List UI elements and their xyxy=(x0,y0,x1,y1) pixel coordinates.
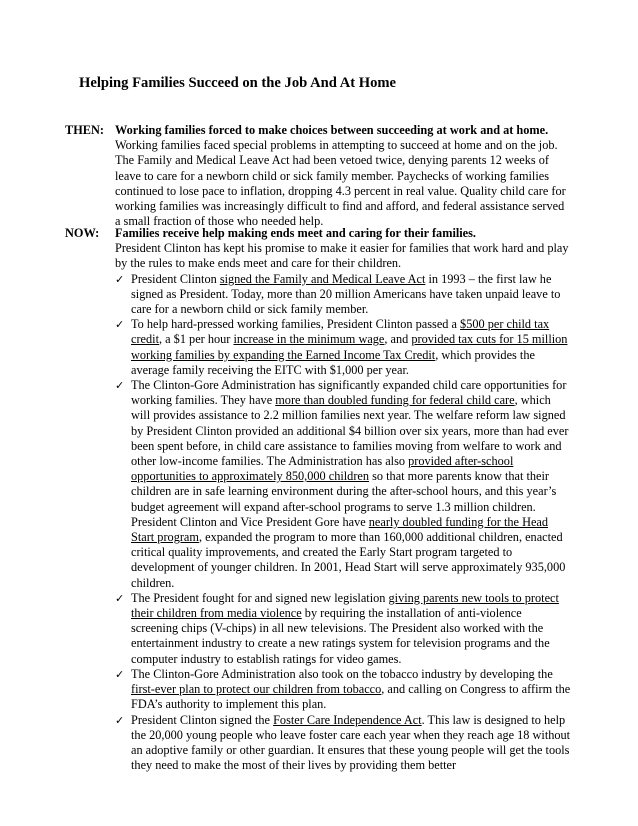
check-icon: ✓ xyxy=(115,713,125,727)
underlined-text: more than doubled funding for federal child care xyxy=(275,393,515,408)
list-item: ✓ The President fought for and signed new legislation giving parents new tools to protect their children from media violence by requiring the installation of anti-violence screening chips (V-chips) in all new televisions. The President also worked with the entertainment industry to create a new ratings system for television programs and the computer industry to establish ratings for video games. xyxy=(115,590,559,666)
underlined-text: first-ever plan to protect our children from tobacco xyxy=(131,682,382,697)
list-item: ✓ The Clinton-Gore Administration also took on the tobacco industry by developing the first-ever plan to protect our children from tobacco, and calling on Congress to affirm the FDA’s authority to implement this plan. xyxy=(115,666,571,712)
underlined-text: increase in the minimum wage xyxy=(233,332,385,347)
underlined-text: nearly doubled funding for the Head Start program xyxy=(131,514,549,545)
then-section xyxy=(65,123,571,229)
page-title: Helping Families Succeed on the Job And At Home xyxy=(79,75,397,91)
check-icon: ✓ xyxy=(115,667,125,681)
check-icon: ✓ xyxy=(115,379,125,393)
then-paragraph: Working families faced special problems in attempting to succeed at home and on the job. The Family and Medical Leave Act had been vetoed twice, denying parents 12 weeks of leave to care for a newborn child or sick family member. Paychecks of working families continued to lose pace to inflation, dropping 4.3 percent in real value. Quality child care for working families was increasingly difficult to find and afford, and federal assistance served a small fraction of those who needed help. xyxy=(115,138,566,229)
underlined-text: signed the Family and Medical Leave Act xyxy=(219,271,426,286)
check-icon: ✓ xyxy=(115,591,125,605)
now-body xyxy=(115,226,571,773)
accomplishment-list xyxy=(115,272,571,774)
list-item: ✓ The Clinton-Gore Administration has significantly expanded child care opportunities for working families. They have more than doubled funding for federal child care, which will provides assistance to 2.2 million families next year. The welfare reform law signed by President Clinton provided an additional $4 billion over six years, more than had ever been spent before, in child care assistance to families moving from welfare to work and other low-income families. The Administration has also provided after-school opportunities to approximately 850,000 children so that more parents know that their children are in safe learning environment during the after-school hours, and this year’s budget agreement will expand after-school programs to serve 1.3 million children. President Clinton and Vice President Gore have nearly doubled funding for the Head Start program, expanded the program to more than 160,000 additional children, enacted critical quality improvements, and created the Early Start program targeted to development of younger children. In 2001, Head Start will serve approximately 935,000 children. xyxy=(115,378,569,590)
then-label: THEN: xyxy=(65,123,104,137)
underlined-text: giving parents new tools to protect their children from media violence xyxy=(131,590,559,621)
then-body xyxy=(115,123,571,229)
list-item: ✓ President Clinton signed the Family and Medical Leave Act in 1993 – the first law he signed as President. Today, more than 20 million Americans have taken unpaid leave to care for a newborn child or sick family member. xyxy=(115,271,561,317)
now-label: NOW: xyxy=(65,226,100,240)
list-item: ✓ President Clinton signed the Foster Care Independence Act. This law is designed to help the 20,000 young people who leave foster care each year when they reach age 18 without an adoptive family or other guardian. It ensures that these young people will get the tools they need to make the most of their lives by providing them better xyxy=(115,712,571,773)
check-icon: ✓ xyxy=(115,318,125,332)
underlined-text: provided tax cuts for 15 million working families by expanding the Earned Income Tax Credit xyxy=(131,332,568,362)
underlined-text: Foster Care Independence Act xyxy=(273,712,422,727)
now-heading: Families receive help making ends meet and caring for their families. xyxy=(115,226,477,240)
check-icon: ✓ xyxy=(115,272,125,286)
list-item: ✓ To help hard-pressed working families, President Clinton passed a $500 per child tax credit, a $1 per hour increase in the minimum wage, and provided tax cuts for 15 million working families by expanding the Earned Income Tax Credit, which provides the average family receiving the EITC with $1,000 per year. xyxy=(115,317,568,377)
then-heading: Working families forced to make choices between succeeding at work and at home. xyxy=(115,123,549,137)
now-intro: President Clinton has kept his promise to make it easier for families that work hard and play by the rules to make ends meet and care for their children. xyxy=(115,241,569,271)
now-section xyxy=(65,226,571,773)
underlined-text: provided after-school opportunities to approximately 850,000 children xyxy=(131,454,514,484)
underlined-text: $500 per child tax credit xyxy=(131,317,550,347)
